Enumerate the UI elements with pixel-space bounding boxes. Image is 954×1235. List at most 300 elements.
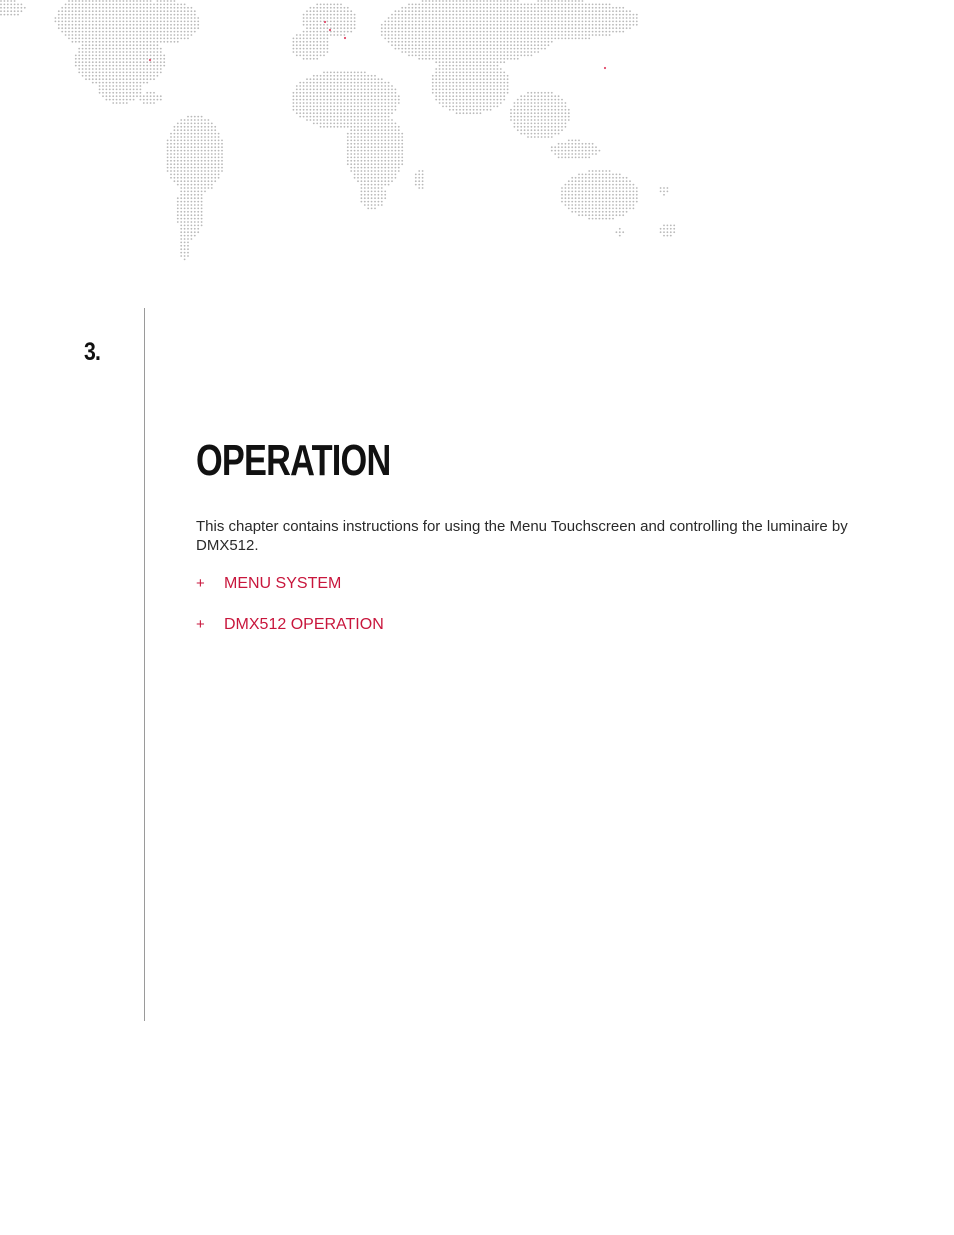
map-dot xyxy=(561,27,563,29)
map-dot xyxy=(599,21,601,23)
map-dot xyxy=(578,204,580,206)
map-dot xyxy=(89,21,91,23)
map-dot xyxy=(160,31,162,33)
map-dot xyxy=(296,85,298,87)
map-dot xyxy=(435,41,437,43)
map-dot xyxy=(323,10,325,12)
link-dmx512-operation[interactable] xyxy=(196,616,384,634)
map-dot xyxy=(140,95,142,97)
map-dot xyxy=(106,99,108,101)
map-dot xyxy=(157,4,159,6)
map-dot xyxy=(85,61,87,63)
map-dot xyxy=(442,10,444,12)
map-dot xyxy=(585,38,587,40)
map-dot xyxy=(197,204,199,206)
map-dot xyxy=(473,14,475,16)
map-dot xyxy=(456,34,458,36)
map-dot xyxy=(585,153,587,155)
map-dot xyxy=(476,51,478,53)
map-dot xyxy=(99,58,101,60)
map-dot xyxy=(191,27,193,29)
map-dot xyxy=(629,27,631,29)
map-dot xyxy=(483,65,485,67)
map-dot xyxy=(381,184,383,186)
map-dot xyxy=(398,14,400,16)
map-dot xyxy=(490,38,492,40)
map-dot xyxy=(486,7,488,9)
map-dot xyxy=(619,17,621,19)
map-dot xyxy=(381,163,383,165)
map-dot xyxy=(582,14,584,16)
map-dot xyxy=(68,4,70,6)
map-dot xyxy=(333,112,335,114)
map-dot xyxy=(357,95,359,97)
map-dot xyxy=(480,7,482,9)
map-dot xyxy=(119,51,121,53)
map-dot xyxy=(160,99,162,101)
map-dot xyxy=(663,235,665,237)
map-dot xyxy=(432,17,434,19)
map-dot xyxy=(517,38,519,40)
map-dot xyxy=(391,89,393,91)
map-dot xyxy=(361,82,363,84)
map-dot xyxy=(388,89,390,91)
map-dot xyxy=(503,0,505,2)
map-dot xyxy=(333,7,335,9)
map-dot xyxy=(92,44,94,46)
link-menu-system[interactable] xyxy=(196,575,341,593)
map-dot xyxy=(68,10,70,12)
map-dot xyxy=(422,21,424,23)
map-dot xyxy=(622,211,624,213)
map-dot xyxy=(432,7,434,9)
map-dot xyxy=(425,44,427,46)
map-dot xyxy=(449,21,451,23)
map-dot xyxy=(435,78,437,80)
map-dot xyxy=(119,55,121,57)
map-dot xyxy=(78,55,80,57)
map-dot xyxy=(129,4,131,6)
map-dot xyxy=(337,24,339,26)
map-dot xyxy=(469,44,471,46)
map-dot xyxy=(524,99,526,101)
map-dot xyxy=(184,214,186,216)
map-dot xyxy=(395,129,397,131)
map-dot xyxy=(293,102,295,104)
map-dot xyxy=(327,10,329,12)
map-dot xyxy=(571,14,573,16)
map-dot xyxy=(568,112,570,114)
map-dot xyxy=(136,92,138,94)
map-dot xyxy=(167,7,169,9)
map-dot xyxy=(146,44,148,46)
map-dot xyxy=(391,95,393,97)
map-dot xyxy=(452,95,454,97)
map-dot xyxy=(565,109,567,111)
map-dot xyxy=(197,214,199,216)
map-dot xyxy=(449,102,451,104)
map-dot xyxy=(595,197,597,199)
map-dot xyxy=(320,75,322,77)
map-dot xyxy=(133,95,135,97)
map-dot xyxy=(211,170,213,172)
map-dot xyxy=(184,129,186,131)
map-dot xyxy=(214,136,216,138)
map-dot xyxy=(177,17,179,19)
map-dot xyxy=(442,61,444,63)
map-dot xyxy=(109,61,111,63)
map-dot xyxy=(112,85,114,87)
map-dot xyxy=(507,58,509,60)
map-dot xyxy=(517,102,519,104)
map-dot xyxy=(374,119,376,121)
map-dot xyxy=(585,214,587,216)
map-dot xyxy=(364,109,366,111)
map-dot xyxy=(442,58,444,60)
map-dot xyxy=(116,31,118,33)
map-dot xyxy=(395,123,397,125)
map-dot xyxy=(316,78,318,80)
map-dot xyxy=(350,136,352,138)
map-dot xyxy=(558,109,560,111)
map-dot xyxy=(160,38,162,40)
map-dot xyxy=(177,208,179,210)
map-dot xyxy=(476,106,478,108)
map-dot xyxy=(82,48,84,50)
map-dot xyxy=(177,27,179,29)
map-dot xyxy=(347,89,349,91)
map-dot xyxy=(378,119,380,121)
map-dot xyxy=(296,92,298,94)
map-dot xyxy=(633,184,635,186)
map-dot xyxy=(469,106,471,108)
map-dot xyxy=(106,82,108,84)
map-dot xyxy=(361,197,363,199)
map-dot xyxy=(306,34,308,36)
map-dot xyxy=(218,136,220,138)
map-dot xyxy=(167,34,169,36)
map-dot xyxy=(75,58,77,60)
map-dot xyxy=(82,38,84,40)
map-dot xyxy=(452,109,454,111)
map-dot xyxy=(401,136,403,138)
map-dot xyxy=(194,184,196,186)
map-dot xyxy=(548,92,550,94)
map-dot xyxy=(310,38,312,40)
map-dot xyxy=(143,4,145,6)
map-dot xyxy=(371,174,373,176)
map-dot xyxy=(187,218,189,220)
map-dot xyxy=(174,38,176,40)
map-dot xyxy=(194,214,196,216)
map-dot xyxy=(160,41,162,43)
map-dot xyxy=(7,7,9,9)
map-dot xyxy=(371,177,373,179)
map-dot xyxy=(153,7,155,9)
map-dot xyxy=(78,51,80,53)
map-dot xyxy=(544,34,546,36)
map-dot xyxy=(197,150,199,152)
map-dot xyxy=(534,14,536,16)
map-dot xyxy=(187,201,189,203)
map-dot xyxy=(85,55,87,57)
map-dot xyxy=(605,214,607,216)
map-dot xyxy=(442,78,444,80)
map-dot xyxy=(459,27,461,29)
map-dot xyxy=(592,31,594,33)
map-dot xyxy=(150,75,152,77)
map-dot xyxy=(388,174,390,176)
map-dot xyxy=(534,38,536,40)
map-dot xyxy=(344,99,346,101)
map-dot xyxy=(330,24,332,26)
map-dot xyxy=(578,211,580,213)
map-dot xyxy=(299,95,301,97)
map-dot xyxy=(541,24,543,26)
map-dot xyxy=(592,211,594,213)
map-dot xyxy=(381,204,383,206)
map-dot xyxy=(595,170,597,172)
map-dot xyxy=(398,133,400,135)
map-dot xyxy=(619,24,621,26)
map-dot xyxy=(551,10,553,12)
map-dot xyxy=(636,14,638,16)
map-dot xyxy=(374,174,376,176)
map-dot xyxy=(575,204,577,206)
map-dot xyxy=(446,106,448,108)
map-dot xyxy=(493,24,495,26)
map-dot xyxy=(391,140,393,142)
map-dot xyxy=(568,31,570,33)
map-dot xyxy=(561,153,563,155)
map-dot xyxy=(357,78,359,80)
map-dot xyxy=(208,167,210,169)
map-dot xyxy=(388,157,390,159)
map-dot xyxy=(123,31,125,33)
map-dot xyxy=(323,48,325,50)
map-dot xyxy=(391,92,393,94)
map-dot xyxy=(476,78,478,80)
map-dot xyxy=(588,150,590,152)
map-dot xyxy=(116,14,118,16)
map-dot xyxy=(174,170,176,172)
map-dot xyxy=(595,174,597,176)
map-dot xyxy=(605,180,607,182)
map-dot xyxy=(378,150,380,152)
map-dot xyxy=(61,14,63,16)
map-dot xyxy=(602,24,604,26)
map-dot xyxy=(116,38,118,40)
map-dot xyxy=(558,153,560,155)
map-dot xyxy=(116,85,118,87)
map-dot xyxy=(483,27,485,29)
map-dot xyxy=(191,7,193,9)
map-dot xyxy=(616,180,618,182)
map-dot xyxy=(476,0,478,2)
map-dot xyxy=(554,0,556,2)
map-dot xyxy=(565,191,567,193)
map-dot xyxy=(395,126,397,128)
map-dot xyxy=(435,10,437,12)
map-dot xyxy=(65,21,67,23)
vertical-divider xyxy=(144,308,145,1021)
map-dot xyxy=(180,14,182,16)
map-dot xyxy=(95,68,97,70)
map-dot xyxy=(146,48,148,50)
map-dot xyxy=(561,201,563,203)
map-dot xyxy=(544,112,546,114)
map-dot xyxy=(609,174,611,176)
map-dot xyxy=(204,184,206,186)
map-dot xyxy=(391,150,393,152)
map-dot xyxy=(378,163,380,165)
map-dot xyxy=(201,140,203,142)
map-dot xyxy=(571,140,573,142)
map-dot xyxy=(367,140,369,142)
map-dot xyxy=(350,163,352,165)
map-dot xyxy=(412,31,414,33)
map-dot xyxy=(160,48,162,50)
map-dot xyxy=(497,34,499,36)
map-dot xyxy=(578,174,580,176)
map-dot xyxy=(106,95,108,97)
map-dot xyxy=(89,4,91,6)
map-dot xyxy=(350,21,352,23)
map-dot xyxy=(61,21,63,23)
map-dot xyxy=(95,82,97,84)
map-dot xyxy=(565,7,567,9)
map-dot xyxy=(531,7,533,9)
map-dot xyxy=(184,4,186,6)
map-dot xyxy=(184,174,186,176)
map-dot xyxy=(544,116,546,118)
map-dot xyxy=(520,102,522,104)
map-dot xyxy=(150,14,152,16)
map-dot xyxy=(367,187,369,189)
map-dot xyxy=(554,150,556,152)
map-dot xyxy=(330,82,332,84)
map-dot xyxy=(384,21,386,23)
map-dot xyxy=(323,24,325,26)
map-dot xyxy=(548,99,550,101)
map-dot xyxy=(303,116,305,118)
map-dot xyxy=(663,191,665,193)
map-dot xyxy=(554,17,556,19)
map-dot xyxy=(391,106,393,108)
map-dot xyxy=(565,0,567,2)
map-dot xyxy=(575,211,577,213)
map-dot xyxy=(480,92,482,94)
map-dot xyxy=(520,7,522,9)
map-dot xyxy=(558,119,560,121)
map-dot xyxy=(388,34,390,36)
map-dot xyxy=(463,75,465,77)
map-dot xyxy=(442,51,444,53)
map-dot xyxy=(575,184,577,186)
map-dot xyxy=(384,95,386,97)
map-dot xyxy=(184,248,186,250)
map-dot xyxy=(541,38,543,40)
map-dot xyxy=(388,170,390,172)
map-dot xyxy=(367,109,369,111)
map-dot xyxy=(568,24,570,26)
map-dot xyxy=(609,180,611,182)
map-dot xyxy=(541,126,543,128)
map-dot xyxy=(548,109,550,111)
map-dot xyxy=(605,24,607,26)
map-dot xyxy=(347,85,349,87)
map-dot xyxy=(153,75,155,77)
map-dot xyxy=(486,72,488,74)
map-dot xyxy=(177,31,179,33)
map-dot xyxy=(89,75,91,77)
map-dot xyxy=(384,163,386,165)
map-dot xyxy=(469,38,471,40)
map-dot xyxy=(544,126,546,128)
map-dot xyxy=(629,14,631,16)
map-dot xyxy=(500,14,502,16)
map-dot xyxy=(425,34,427,36)
map-dot xyxy=(194,126,196,128)
map-dot xyxy=(609,187,611,189)
map-dot xyxy=(174,174,176,176)
map-dot xyxy=(153,99,155,101)
map-dot xyxy=(517,7,519,9)
map-dot xyxy=(558,129,560,131)
map-dot xyxy=(160,24,162,26)
map-dot xyxy=(503,82,505,84)
map-dot xyxy=(112,92,114,94)
map-dot xyxy=(367,153,369,155)
map-dot xyxy=(371,123,373,125)
map-dot xyxy=(548,106,550,108)
map-dot xyxy=(92,17,94,19)
map-dot xyxy=(374,95,376,97)
map-dot xyxy=(140,10,142,12)
map-dot xyxy=(92,0,94,2)
map-dot xyxy=(602,187,604,189)
map-dot xyxy=(184,194,186,196)
map-dot xyxy=(361,116,363,118)
map-dot xyxy=(143,61,145,63)
map-dot xyxy=(520,21,522,23)
map-dot xyxy=(473,48,475,50)
map-dot xyxy=(140,99,142,101)
map-dot xyxy=(99,85,101,87)
map-dot xyxy=(82,68,84,70)
map-dot xyxy=(561,106,563,108)
map-dot xyxy=(585,197,587,199)
map-dot xyxy=(446,48,448,50)
map-dot xyxy=(313,92,315,94)
map-dot xyxy=(582,146,584,148)
map-dot xyxy=(350,157,352,159)
map-dot xyxy=(395,174,397,176)
map-dot xyxy=(119,89,121,91)
map-dot xyxy=(497,95,499,97)
map-dot xyxy=(469,72,471,74)
map-dot xyxy=(497,38,499,40)
map-dot xyxy=(531,31,533,33)
map-dot xyxy=(534,4,536,6)
map-dot xyxy=(476,99,478,101)
map-dot xyxy=(184,204,186,206)
map-dot xyxy=(170,174,172,176)
map-dot xyxy=(425,27,427,29)
map-dot xyxy=(133,75,135,77)
map-dot xyxy=(548,27,550,29)
map-dot xyxy=(204,140,206,142)
